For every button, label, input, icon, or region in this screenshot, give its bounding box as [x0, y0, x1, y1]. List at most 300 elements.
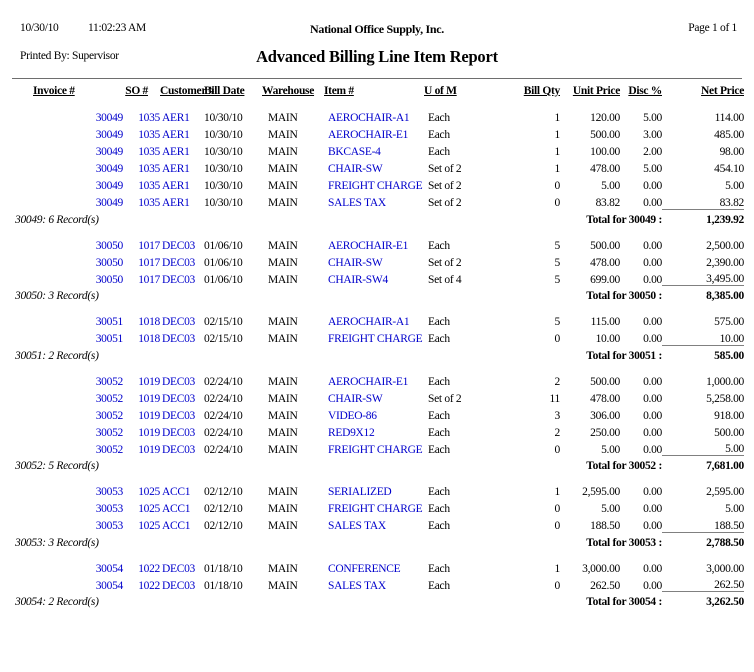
invoice-cell[interactable]: 30052: [95, 443, 123, 456]
warehouse-cell: MAIN: [268, 333, 298, 345]
qty-cell: 0: [554, 333, 560, 345]
warehouse-cell: MAIN: [268, 579, 298, 592]
line-item-row: [15, 252, 744, 269]
item-cell[interactable]: AEROCHAIR-E1: [328, 375, 409, 388]
so-cell[interactable]: 1019: [138, 409, 160, 422]
unit-price-cell: 699.00: [590, 273, 620, 286]
so-cell[interactable]: 1017: [138, 256, 160, 269]
invoice-cell[interactable]: 30053: [95, 486, 123, 498]
net-price-cell: 5.00: [725, 503, 744, 515]
invoice-cell[interactable]: 30053: [95, 520, 123, 532]
qty-cell: 5: [554, 273, 560, 286]
header-divider: [12, 78, 742, 79]
invoice-cell[interactable]: 30053: [95, 503, 123, 515]
col-header-item: Item #: [324, 85, 354, 97]
so-cell[interactable]: 1019: [138, 375, 160, 388]
uofm-cell: Each: [428, 316, 450, 328]
qty-cell: 5: [554, 316, 560, 328]
customer-cell[interactable]: ACC1: [162, 520, 191, 532]
report-page: [0, 22, 754, 672]
uofm-cell: Each: [428, 146, 450, 158]
customer-cell[interactable]: DEC03: [162, 443, 196, 456]
so-cell[interactable]: 1022: [138, 579, 160, 592]
item-cell[interactable]: CHAIR-SW4: [328, 273, 388, 286]
net-price-cell: 83.82: [719, 196, 744, 209]
item-cell[interactable]: CHAIR-SW: [328, 256, 383, 269]
group-total-label: Total for 30049 :: [586, 213, 662, 226]
line-item-row: [15, 481, 744, 498]
warehouse-cell: MAIN: [268, 273, 298, 286]
unit-price-cell: 3,000.00: [582, 562, 620, 575]
unit-price-cell: 500.00: [590, 129, 620, 141]
so-cell[interactable]: 1018: [138, 316, 160, 328]
uofm-cell: Each: [428, 520, 450, 532]
line-item-row: [15, 575, 744, 592]
group-total-value: 1,239.92: [662, 209, 744, 235]
line-item-row: [15, 311, 744, 328]
bill-date-cell: 02/12/10: [204, 503, 243, 515]
invoice-cell[interactable]: 30052: [95, 392, 123, 405]
disc-cell: 0.00: [643, 316, 662, 328]
qty-cell: 0: [554, 503, 560, 515]
uofm-cell: Each: [428, 129, 450, 141]
disc-cell: 0.00: [643, 273, 662, 286]
bill-date-cell: 01/06/10: [204, 256, 243, 269]
report-table: [15, 85, 744, 617]
disc-cell: 0.00: [643, 392, 662, 405]
uofm-cell: Each: [428, 426, 450, 439]
uofm-cell: Each: [428, 579, 450, 592]
record-count: 30054: 2 Record(s): [15, 596, 99, 608]
warehouse-cell: MAIN: [268, 443, 298, 456]
line-item-row: [15, 405, 744, 422]
net-price-cell: 114.00: [714, 112, 744, 124]
qty-cell: 0: [554, 180, 560, 192]
col-header-bill-date: Bill Date: [204, 85, 245, 97]
group-total-label: Total for 30052 :: [586, 460, 662, 472]
item-cell[interactable]: RED9X12: [328, 426, 375, 439]
so-cell[interactable]: 1017: [138, 239, 160, 252]
unit-price-cell: 478.00: [590, 392, 620, 405]
so-cell[interactable]: 1019: [138, 392, 160, 405]
warehouse-cell: MAIN: [268, 562, 298, 575]
customer-cell[interactable]: AER1: [162, 163, 190, 175]
qty-cell: 1: [554, 486, 560, 498]
disc-cell: 0.00: [643, 239, 662, 252]
invoice-cell[interactable]: 30052: [95, 409, 123, 422]
col-header-bill-qty: Bill Qty: [523, 85, 560, 97]
net-price-cell: 5.00: [725, 443, 744, 455]
record-count: 30049: 6 Record(s): [15, 213, 99, 226]
net-price-cell: 1,000.00: [706, 375, 744, 388]
line-item-row: [15, 439, 744, 456]
invoice-group: [15, 311, 744, 371]
item-cell[interactable]: FREIGHT CHARGE: [328, 333, 423, 345]
customer-cell[interactable]: AER1: [162, 146, 190, 158]
net-price-cell: 454.10: [714, 163, 744, 175]
bill-date-cell: 10/30/10: [204, 146, 243, 158]
uofm-cell: Each: [428, 112, 450, 124]
group-total-value: 8,385.00: [662, 286, 744, 312]
net-price-cell: 500.00: [714, 426, 744, 439]
so-cell[interactable]: 1017: [138, 273, 160, 286]
item-cell[interactable]: CONFERENCE: [328, 562, 401, 575]
print-time: 11:02:23 AM: [88, 22, 146, 34]
invoice-group: [15, 558, 744, 618]
column-header-row: [15, 85, 744, 107]
bill-date-cell: 02/15/10: [204, 316, 243, 328]
disc-cell: 0.00: [643, 486, 662, 498]
disc-cell: 0.00: [643, 333, 662, 345]
qty-cell: 5: [554, 256, 560, 269]
bill-date-cell: 02/24/10: [204, 409, 243, 422]
bill-date-cell: 10/30/10: [204, 129, 243, 141]
disc-cell: 0.00: [643, 520, 662, 532]
line-item-row: [15, 269, 744, 286]
disc-cell: 0.00: [643, 562, 662, 575]
group-total-label: Total for 30050 :: [586, 290, 662, 302]
col-header-uofm: U of M: [424, 85, 457, 97]
printed-by: Printed By: Supervisor: [20, 50, 119, 62]
col-header-so: SO #: [125, 85, 148, 97]
bill-date-cell: 02/24/10: [204, 426, 243, 439]
customer-cell[interactable]: ACC1: [162, 486, 191, 498]
qty-cell: 2: [554, 375, 560, 388]
net-price-cell: 918.00: [714, 409, 744, 422]
item-cell[interactable]: AEROCHAIR-E1: [328, 239, 409, 252]
line-item-row: [15, 158, 744, 175]
item-cell[interactable]: FREIGHT CHARGE: [328, 443, 423, 456]
warehouse-cell: MAIN: [268, 503, 298, 515]
disc-cell: 3.00: [643, 129, 662, 141]
line-item-row: [15, 124, 744, 141]
item-cell[interactable]: SERIALIZED: [328, 486, 392, 498]
report-title: Advanced Billing Line Item Report: [256, 47, 498, 66]
invoice-cell[interactable]: 30049: [95, 146, 123, 158]
record-count: 30051: 2 Record(s): [15, 349, 99, 362]
qty-cell: 3: [554, 409, 560, 422]
page-number: Page 1 of 1: [688, 22, 737, 34]
warehouse-cell: MAIN: [268, 316, 298, 328]
warehouse-cell: MAIN: [268, 256, 298, 269]
net-price-cell: 2,500.00: [706, 239, 744, 252]
item-cell[interactable]: AEROCHAIR-A1: [328, 316, 410, 328]
customer-cell[interactable]: AER1: [162, 180, 190, 192]
net-price-cell: 575.00: [714, 316, 744, 328]
line-item-row: [15, 192, 744, 209]
warehouse-cell: MAIN: [268, 486, 298, 498]
so-cell[interactable]: 1022: [138, 562, 160, 575]
qty-cell: 1: [554, 146, 560, 158]
invoice-group: [15, 235, 744, 312]
line-item-row: [15, 558, 744, 575]
warehouse-cell: MAIN: [268, 392, 298, 405]
group-total-value: 7,681.00: [662, 456, 744, 482]
disc-cell: 0.00: [643, 579, 662, 592]
qty-cell: 11: [549, 392, 560, 405]
uofm-cell: Each: [428, 562, 450, 575]
net-price-cell: 262.50: [714, 579, 744, 591]
line-item-row: [15, 388, 744, 405]
line-item-row: [15, 235, 744, 252]
unit-price-cell: 188.50: [590, 520, 620, 532]
customer-cell[interactable]: DEC03: [162, 239, 196, 252]
customer-cell[interactable]: DEC03: [162, 409, 196, 422]
customer-cell[interactable]: DEC03: [162, 375, 196, 388]
customer-cell[interactable]: DEC03: [162, 273, 196, 286]
group-total-value: 2,788.50: [662, 532, 744, 558]
so-cell[interactable]: 1025: [138, 503, 160, 515]
warehouse-cell: MAIN: [268, 239, 298, 252]
disc-cell: 5.00: [643, 163, 662, 175]
customer-cell[interactable]: DEC03: [162, 392, 196, 405]
qty-cell: 1: [554, 163, 560, 175]
so-cell[interactable]: 1035: [138, 129, 160, 141]
so-cell[interactable]: 1035: [138, 146, 160, 158]
so-cell[interactable]: 1025: [138, 520, 160, 532]
line-item-row: [15, 141, 744, 158]
bill-date-cell: 02/24/10: [204, 375, 243, 388]
net-price-cell: 3,495.00: [706, 273, 744, 285]
bill-date-cell: 01/18/10: [204, 562, 243, 575]
net-price-cell: 98.00: [719, 146, 744, 158]
invoice-cell[interactable]: 30049: [95, 197, 123, 209]
qty-cell: 0: [554, 197, 560, 209]
invoice-cell[interactable]: 30054: [95, 579, 123, 592]
uofm-cell: Each: [428, 486, 450, 498]
invoice-group: [15, 107, 744, 235]
col-header-warehouse: Warehouse: [262, 85, 315, 97]
bill-date-cell: 10/30/10: [204, 197, 243, 209]
qty-cell: 1: [554, 562, 560, 575]
bill-date-cell: 01/06/10: [204, 239, 243, 252]
item-cell[interactable]: SALES TAX: [328, 579, 386, 592]
group-total-label: Total for 30053 :: [586, 536, 662, 549]
invoice-cell[interactable]: 30052: [95, 375, 123, 388]
col-header-invoice: Invoice #: [33, 85, 75, 97]
unit-price-cell: 5.00: [601, 443, 620, 456]
record-count: 30052: 5 Record(s): [15, 460, 99, 472]
invoice-cell[interactable]: 30049: [95, 163, 123, 175]
item-cell[interactable]: SALES TAX: [328, 197, 386, 209]
customer-cell[interactable]: DEC03: [162, 256, 196, 269]
item-cell[interactable]: FREIGHT CHARGE: [328, 503, 423, 515]
uofm-cell: Set of 2: [428, 197, 462, 209]
report-subheader: [0, 44, 754, 72]
group-total-label: Total for 30054 :: [586, 596, 662, 608]
uofm-cell: Each: [428, 333, 450, 345]
disc-cell: 0.00: [643, 443, 662, 456]
so-cell[interactable]: 1025: [138, 486, 160, 498]
unit-price-cell: 2,595.00: [582, 486, 620, 498]
bill-date-cell: 01/18/10: [204, 579, 243, 592]
bill-date-cell: 10/30/10: [204, 180, 243, 192]
group-footer-row: [15, 456, 744, 482]
print-date: 10/30/10: [20, 22, 59, 34]
qty-cell: 0: [554, 579, 560, 592]
customer-cell[interactable]: DEC03: [162, 333, 196, 345]
unit-price-cell: 478.00: [590, 163, 620, 175]
customer-cell[interactable]: ACC1: [162, 503, 191, 515]
group-total-label: Total for 30051 :: [586, 349, 662, 362]
customer-cell[interactable]: DEC03: [162, 426, 196, 439]
invoice-group: [15, 481, 744, 558]
record-count: 30053: 3 Record(s): [15, 536, 99, 549]
uofm-cell: Each: [428, 239, 450, 252]
uofm-cell: Set of 4: [428, 273, 462, 286]
warehouse-cell: MAIN: [268, 375, 298, 388]
item-cell[interactable]: BKCASE-4: [328, 146, 381, 158]
warehouse-cell: MAIN: [268, 129, 298, 141]
invoice-cell[interactable]: 30050: [95, 256, 123, 269]
unit-price-cell: 5.00: [601, 503, 620, 515]
disc-cell: 0.00: [643, 256, 662, 269]
net-price-cell: 3,000.00: [706, 562, 744, 575]
group-footer-row: [15, 345, 744, 371]
warehouse-cell: MAIN: [268, 409, 298, 422]
report-header: [0, 22, 754, 38]
so-cell[interactable]: 1035: [138, 112, 160, 124]
customer-cell[interactable]: AER1: [162, 129, 190, 141]
item-cell[interactable]: AEROCHAIR-E1: [328, 129, 409, 141]
bill-date-cell: 10/30/10: [204, 163, 243, 175]
net-price-cell: 2,390.00: [706, 256, 744, 269]
bill-date-cell: 02/15/10: [204, 333, 243, 345]
so-cell[interactable]: 1035: [138, 197, 160, 209]
invoice-cell[interactable]: 30051: [95, 333, 123, 345]
net-price-cell: 10.00: [719, 332, 744, 345]
net-price-cell: 5,258.00: [706, 392, 744, 405]
disc-cell: 0.00: [643, 197, 662, 209]
invoice-cell[interactable]: 30049: [95, 112, 123, 124]
unit-price-cell: 500.00: [590, 375, 620, 388]
line-item-row: [15, 371, 744, 388]
group-footer-row: [15, 532, 744, 558]
bill-date-cell: 02/24/10: [204, 392, 243, 405]
group-footer-row: [15, 592, 744, 618]
qty-cell: 1: [554, 129, 560, 141]
col-header-customer: Customer #: [160, 85, 214, 97]
bill-date-cell: 01/06/10: [204, 273, 243, 286]
item-cell[interactable]: FREIGHT CHARGE: [328, 180, 423, 192]
uofm-cell: Each: [428, 503, 450, 515]
net-price-cell: 2,595.00: [706, 486, 744, 498]
customer-cell[interactable]: AER1: [162, 112, 190, 124]
customer-cell[interactable]: DEC03: [162, 562, 196, 575]
net-price-cell: 485.00: [714, 129, 744, 141]
uofm-cell: Set of 2: [428, 392, 462, 405]
invoice-cell[interactable]: 30049: [95, 129, 123, 141]
group-footer-row: [15, 286, 744, 312]
invoice-cell[interactable]: 30052: [95, 426, 123, 439]
unit-price-cell: 115.00: [590, 316, 620, 328]
bill-date-cell: 02/24/10: [204, 443, 243, 456]
line-item-row: [15, 328, 744, 345]
so-cell[interactable]: 1019: [138, 426, 160, 439]
disc-cell: 0.00: [643, 180, 662, 192]
company-name: National Office Supply, Inc.: [310, 22, 444, 36]
line-item-row: [15, 107, 744, 124]
line-item-row: [15, 175, 744, 192]
invoice-cell[interactable]: 30049: [95, 180, 123, 192]
unit-price-cell: 478.00: [590, 256, 620, 269]
customer-cell[interactable]: DEC03: [162, 579, 196, 592]
invoice-cell[interactable]: 30050: [95, 239, 123, 252]
warehouse-cell: MAIN: [268, 146, 298, 158]
unit-price-cell: 500.00: [590, 239, 620, 252]
qty-cell: 0: [554, 520, 560, 532]
col-header-unit-price: Unit Price: [572, 85, 620, 97]
col-header-net-price: Net Price: [701, 85, 744, 97]
disc-cell: 0.00: [643, 426, 662, 439]
group-total-value: 3,262.50: [662, 592, 744, 618]
customer-cell[interactable]: AER1: [162, 197, 190, 209]
so-cell[interactable]: 1019: [138, 443, 160, 456]
group-total-value: 585.00: [662, 345, 744, 371]
warehouse-cell: MAIN: [268, 163, 298, 175]
uofm-cell: Set of 2: [428, 256, 462, 269]
disc-cell: 0.00: [643, 409, 662, 422]
unit-price-cell: 10.00: [595, 333, 620, 345]
item-cell[interactable]: SALES TAX: [328, 520, 386, 532]
uofm-cell: Each: [428, 409, 450, 422]
so-cell[interactable]: 1035: [138, 180, 160, 192]
invoice-group: [15, 371, 744, 482]
customer-cell[interactable]: DEC03: [162, 316, 196, 328]
disc-cell: 2.00: [643, 146, 662, 158]
uofm-cell: Each: [428, 375, 450, 388]
line-item-row: [15, 422, 744, 439]
net-price-cell: 188.50: [714, 519, 744, 532]
item-cell[interactable]: CHAIR-SW: [328, 392, 383, 405]
unit-price-cell: 100.00: [590, 146, 620, 158]
unit-price-cell: 83.82: [595, 197, 620, 209]
warehouse-cell: MAIN: [268, 112, 298, 124]
invoice-cell[interactable]: 30051: [95, 316, 123, 328]
item-cell[interactable]: CHAIR-SW: [328, 163, 383, 175]
bill-date-cell: 10/30/10: [204, 112, 243, 124]
disc-cell: 0.00: [643, 375, 662, 388]
qty-cell: 0: [554, 443, 560, 456]
uofm-cell: Set of 2: [428, 163, 462, 175]
bill-date-cell: 02/12/10: [204, 520, 243, 532]
unit-price-cell: 306.00: [590, 409, 620, 422]
warehouse-cell: MAIN: [268, 520, 298, 532]
qty-cell: 5: [554, 239, 560, 252]
uofm-cell: Each: [428, 443, 450, 456]
disc-cell: 0.00: [643, 503, 662, 515]
bill-date-cell: 02/12/10: [204, 486, 243, 498]
line-item-row: [15, 498, 744, 515]
warehouse-cell: MAIN: [268, 426, 298, 439]
unit-price-cell: 250.00: [590, 426, 620, 439]
warehouse-cell: MAIN: [268, 197, 298, 209]
so-cell[interactable]: 1035: [138, 163, 160, 175]
warehouse-cell: MAIN: [268, 180, 298, 192]
item-cell[interactable]: VIDEO-86: [328, 409, 377, 422]
invoice-cell[interactable]: 30050: [95, 273, 123, 286]
invoice-cell[interactable]: 30054: [95, 562, 123, 575]
col-header-disc: Disc %: [628, 85, 662, 97]
item-cell[interactable]: AEROCHAIR-A1: [328, 112, 410, 124]
disc-cell: 5.00: [643, 112, 662, 124]
unit-price-cell: 5.00: [601, 180, 620, 192]
group-footer-row: [15, 209, 744, 235]
qty-cell: 1: [554, 112, 560, 124]
uofm-cell: Set of 2: [428, 180, 462, 192]
net-price-cell: 5.00: [725, 180, 744, 192]
so-cell[interactable]: 1018: [138, 333, 160, 345]
